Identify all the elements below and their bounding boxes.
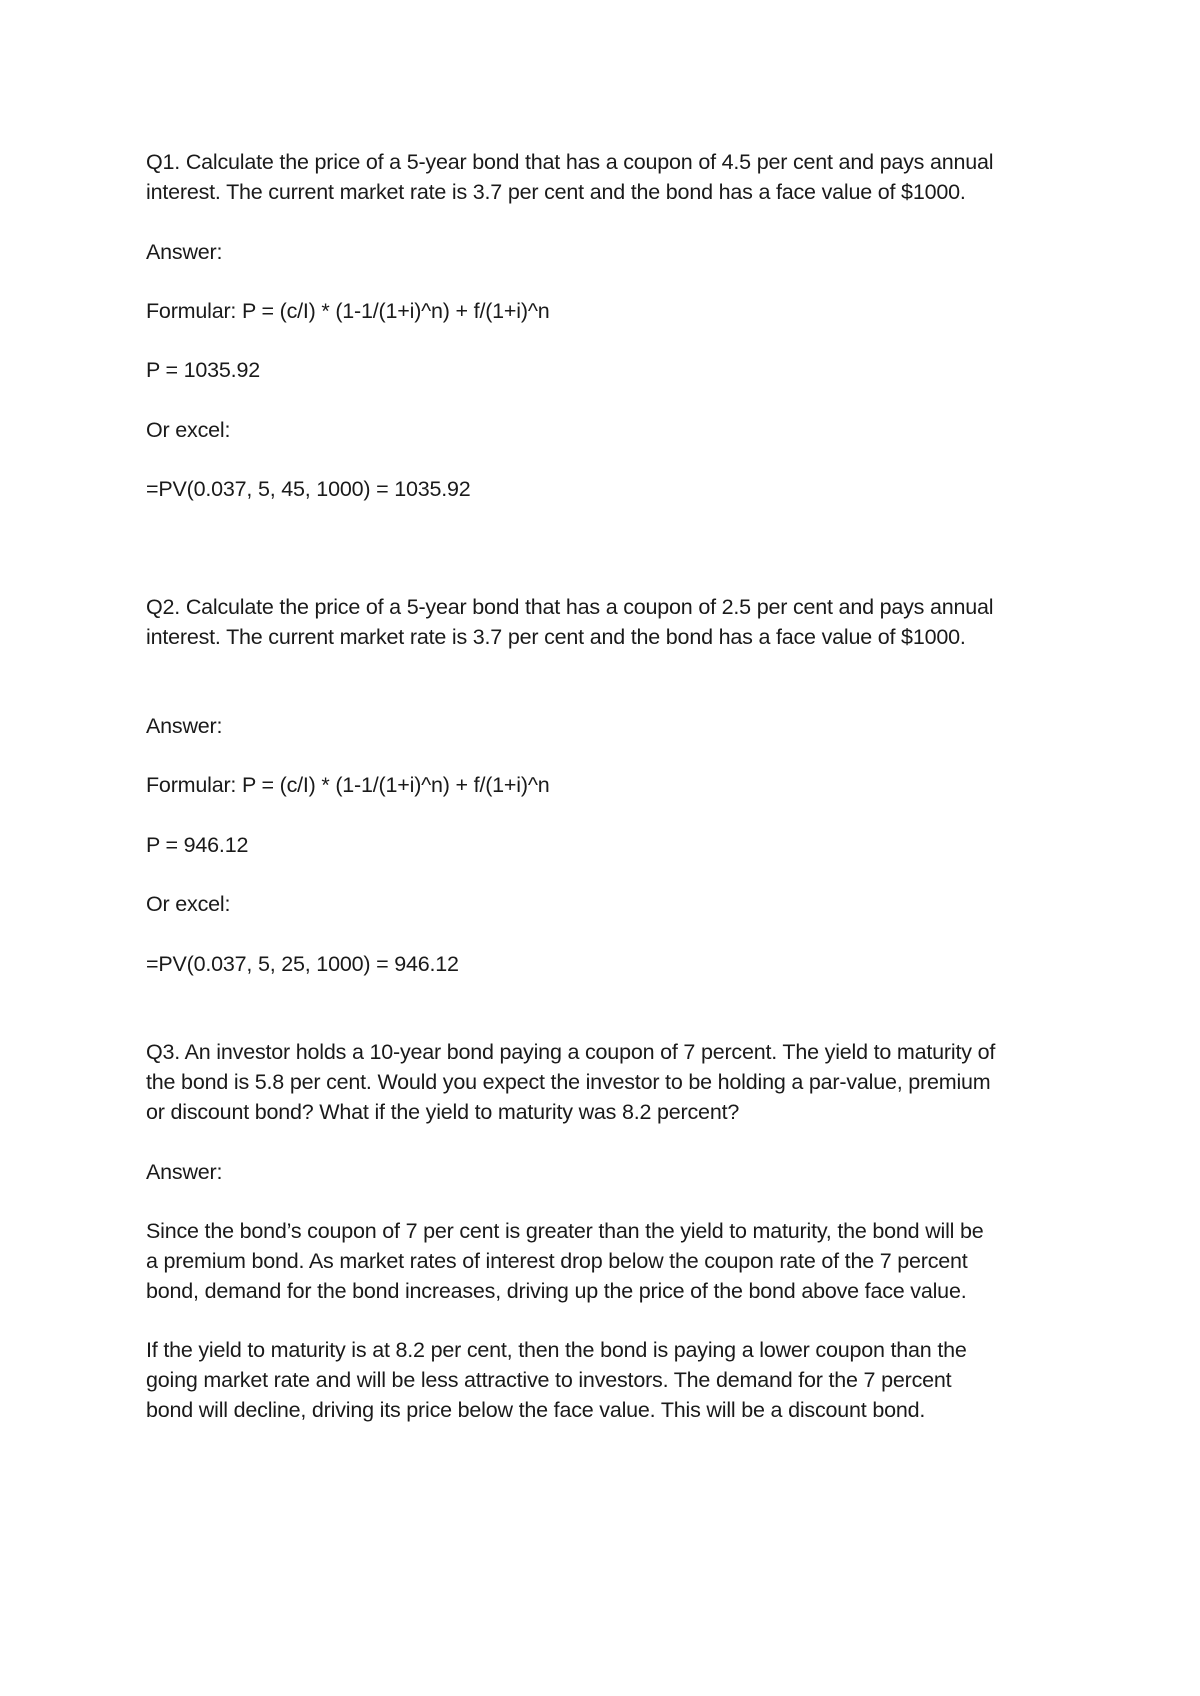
q3-paragraph1-line-1: Since the bond’s coupon of 7 per cent is greater than the yield to maturity, the bond will be [146, 1219, 984, 1243]
q3-answer-label: Answer: [146, 1160, 223, 1184]
q2-result: P = 946.12 [146, 833, 249, 857]
q3-question-line-3: or discount bond? What if the yield to maturity was 8.2 percent? [146, 1100, 740, 1124]
q2-answer-label: Answer: [146, 714, 223, 738]
q1-formula: Formular: P = (c/I) * (1-1/(1+i)^n) + f/(1+i)^n [146, 299, 550, 323]
q3-question-line-2: the bond is 5.8 per cent. Would you expect the investor to be holding a par-value, premium [146, 1070, 991, 1094]
q3-paragraph2-line-3: bond will decline, driving its price below the face value. This will be a discount bond. [146, 1398, 926, 1422]
q2-formula: Formular: P = (c/I) * (1-1/(1+i)^n) + f/(1+i)^n [146, 773, 550, 797]
q1-excel-formula: =PV(0.037, 5, 45, 1000) = 1035.92 [146, 477, 471, 501]
q1-excel-label: Or excel: [146, 418, 231, 442]
q2-question-line-2: interest. The current market rate is 3.7 per cent and the bond has a face value of $1000. [146, 625, 966, 649]
q3-question-line-1: Q3. An investor holds a 10-year bond paying a coupon of 7 percent. The yield to maturity of [146, 1040, 996, 1064]
q2-excel-formula: =PV(0.037, 5, 25, 1000) = 946.12 [146, 952, 459, 976]
q3-paragraph1-line-2: a premium bond. As market rates of interest drop below the coupon rate of the 7 percent [146, 1249, 968, 1273]
q2-excel-label: Or excel: [146, 892, 231, 916]
q2-question-line-1: Q2. Calculate the price of a 5-year bond that has a coupon of 2.5 per cent and pays annual [146, 595, 994, 619]
q1-question-line-1: Q1. Calculate the price of a 5-year bond that has a coupon of 4.5 per cent and pays annual [146, 150, 994, 174]
q3-paragraph2-line-1: If the yield to maturity is at 8.2 per cent, then the bond is paying a lower coupon than the [146, 1338, 967, 1362]
q1-question-line-2: interest. The current market rate is 3.7 per cent and the bond has a face value of $1000. [146, 180, 966, 204]
q1-answer-label: Answer: [146, 240, 223, 264]
q3-paragraph2-line-2: going market rate and will be less attractive to investors. The demand for the 7 percent [146, 1368, 952, 1392]
q3-paragraph1-line-3: bond, demand for the bond increases, driving up the price of the bond above face value. [146, 1279, 967, 1303]
q1-result: P = 1035.92 [146, 358, 260, 382]
